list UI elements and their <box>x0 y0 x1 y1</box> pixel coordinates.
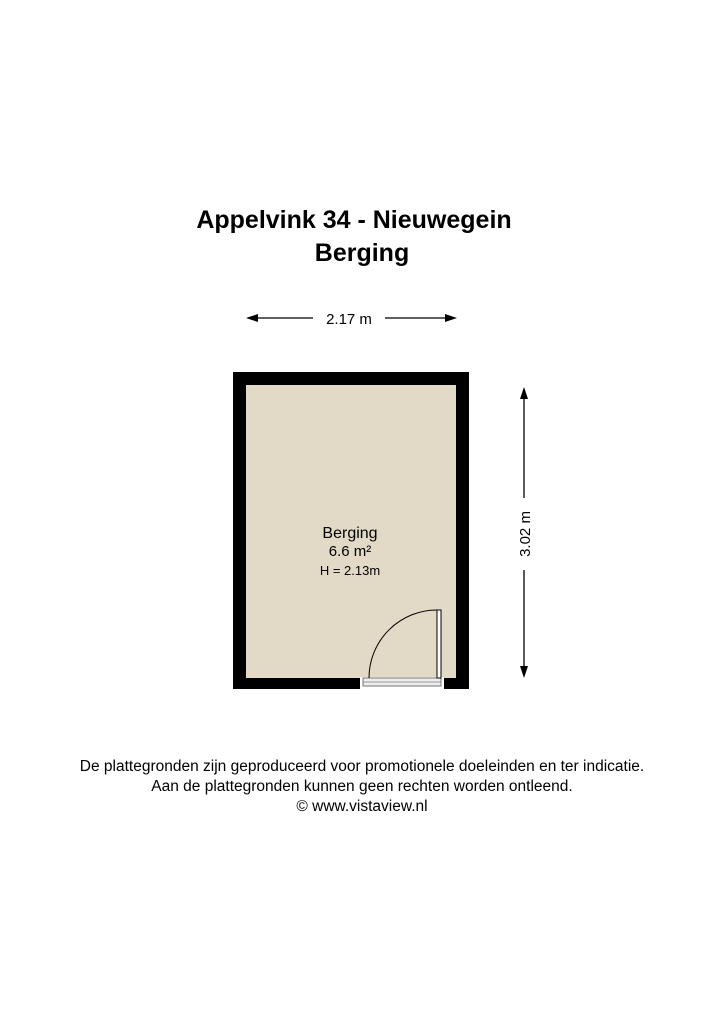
copyright-line: © www.vistaview.nl <box>296 798 428 815</box>
room-name: Berging <box>322 525 378 542</box>
room-height: H = 2.13m <box>319 563 381 578</box>
room-area: 6.6 m² <box>328 543 372 560</box>
page-title: Appelvink 34 - Nieuwegein <box>196 206 512 234</box>
room-label <box>320 525 380 578</box>
width-dimension <box>246 311 457 328</box>
disclaimer-line-2: Aan de plattegronden kunnen geen rechten worden ontleend. <box>151 778 573 795</box>
width-label: 2.17 m <box>326 311 372 328</box>
depth-label: 3.02 m <box>517 511 534 557</box>
disclaimer-line-1: De plattegronden zijn geproduceerd voor promotionele doeleinden en ter indicatie. <box>79 758 645 775</box>
depth-dimension <box>517 387 534 678</box>
page-subtitle: Berging <box>314 239 410 267</box>
